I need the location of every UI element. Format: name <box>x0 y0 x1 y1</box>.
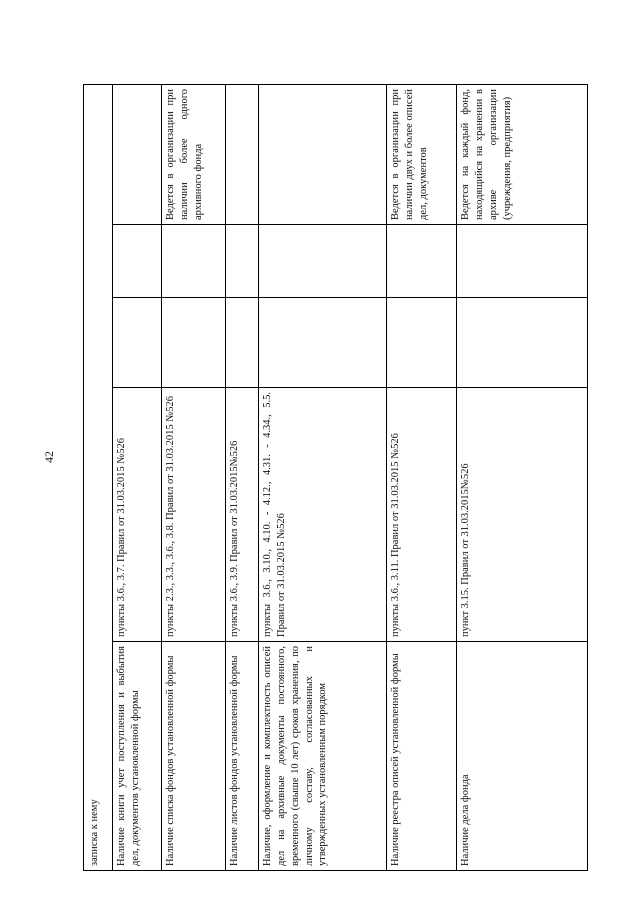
note-cell: Ведется в организации при наличии более одного архивного фонда <box>162 85 226 225</box>
table-row <box>113 85 162 871</box>
table-row <box>226 85 259 871</box>
note-cell: Ведется на каждый фонд, находящийся на хранении в архиве организации (учреждения, предприятия) <box>457 85 588 225</box>
note-cell: Ведется в организации при наличии двух и более описей дел, документов <box>387 85 457 225</box>
checklist-table-area <box>83 85 587 871</box>
empty-cell <box>259 298 387 388</box>
empty-cell <box>162 225 226 298</box>
basis-cell: пункт 3.15. Правил от 31.03.2015№526 <box>457 388 588 642</box>
empty-cell <box>113 225 162 298</box>
empty-cell <box>387 225 457 298</box>
basis-cell: пункты 3.6., 3.7. Правил от 31.03.2015 №526 <box>113 388 162 642</box>
table-row <box>457 85 588 871</box>
requirement-cell: Наличие дела фонда <box>457 642 588 871</box>
empty-cell <box>259 225 387 298</box>
requirement-cell: Наличие реестра описей установленной формы <box>387 642 457 871</box>
basis-cell: пункты 2.3., 3.3., 3.6., 3.8. Правил от 31.03.2015 №526 <box>162 388 226 642</box>
empty-cell <box>457 298 588 388</box>
basis-cell: пункты 3.6., 3.11. Правил от 31.03.2015 №526 <box>387 388 457 642</box>
basis-cell: пункты 3.6., 3.10., 4.10. - 4.12., 4.31. - 4.34., 5.5. Правил от 31.03.2015 №526 <box>259 388 387 642</box>
note-cell <box>226 85 259 225</box>
requirement-cell: Наличие листов фондов установленной формы <box>226 642 259 871</box>
empty-cell <box>226 225 259 298</box>
continuation-cell: записка к нему <box>84 85 113 871</box>
requirement-cell: Наличие, оформление и комплектность описей дел на архивные документы постоянного, временного (свыше 10 лет) сроков хранения, по личному составу, согласованных и утвержденных установленным порядком <box>259 642 387 871</box>
continuation-row <box>84 85 113 871</box>
table-row <box>259 85 387 871</box>
table-row <box>387 85 457 871</box>
note-cell <box>259 85 387 225</box>
page-number: 42 <box>42 451 56 463</box>
empty-cell <box>162 298 226 388</box>
empty-cell <box>226 298 259 388</box>
empty-cell <box>387 298 457 388</box>
table-row <box>162 85 226 871</box>
checklist-table <box>83 84 588 871</box>
empty-cell <box>113 298 162 388</box>
note-cell <box>113 85 162 225</box>
requirement-cell: Наличие списка фондов установленной формы <box>162 642 226 871</box>
empty-cell <box>457 225 588 298</box>
basis-cell: пункты 3.6., 3.9. Правил от 31.03.2015№526 <box>226 388 259 642</box>
requirement-cell: Наличие книги учет поступления и выбытия дел, документов установленной формы <box>113 642 162 871</box>
